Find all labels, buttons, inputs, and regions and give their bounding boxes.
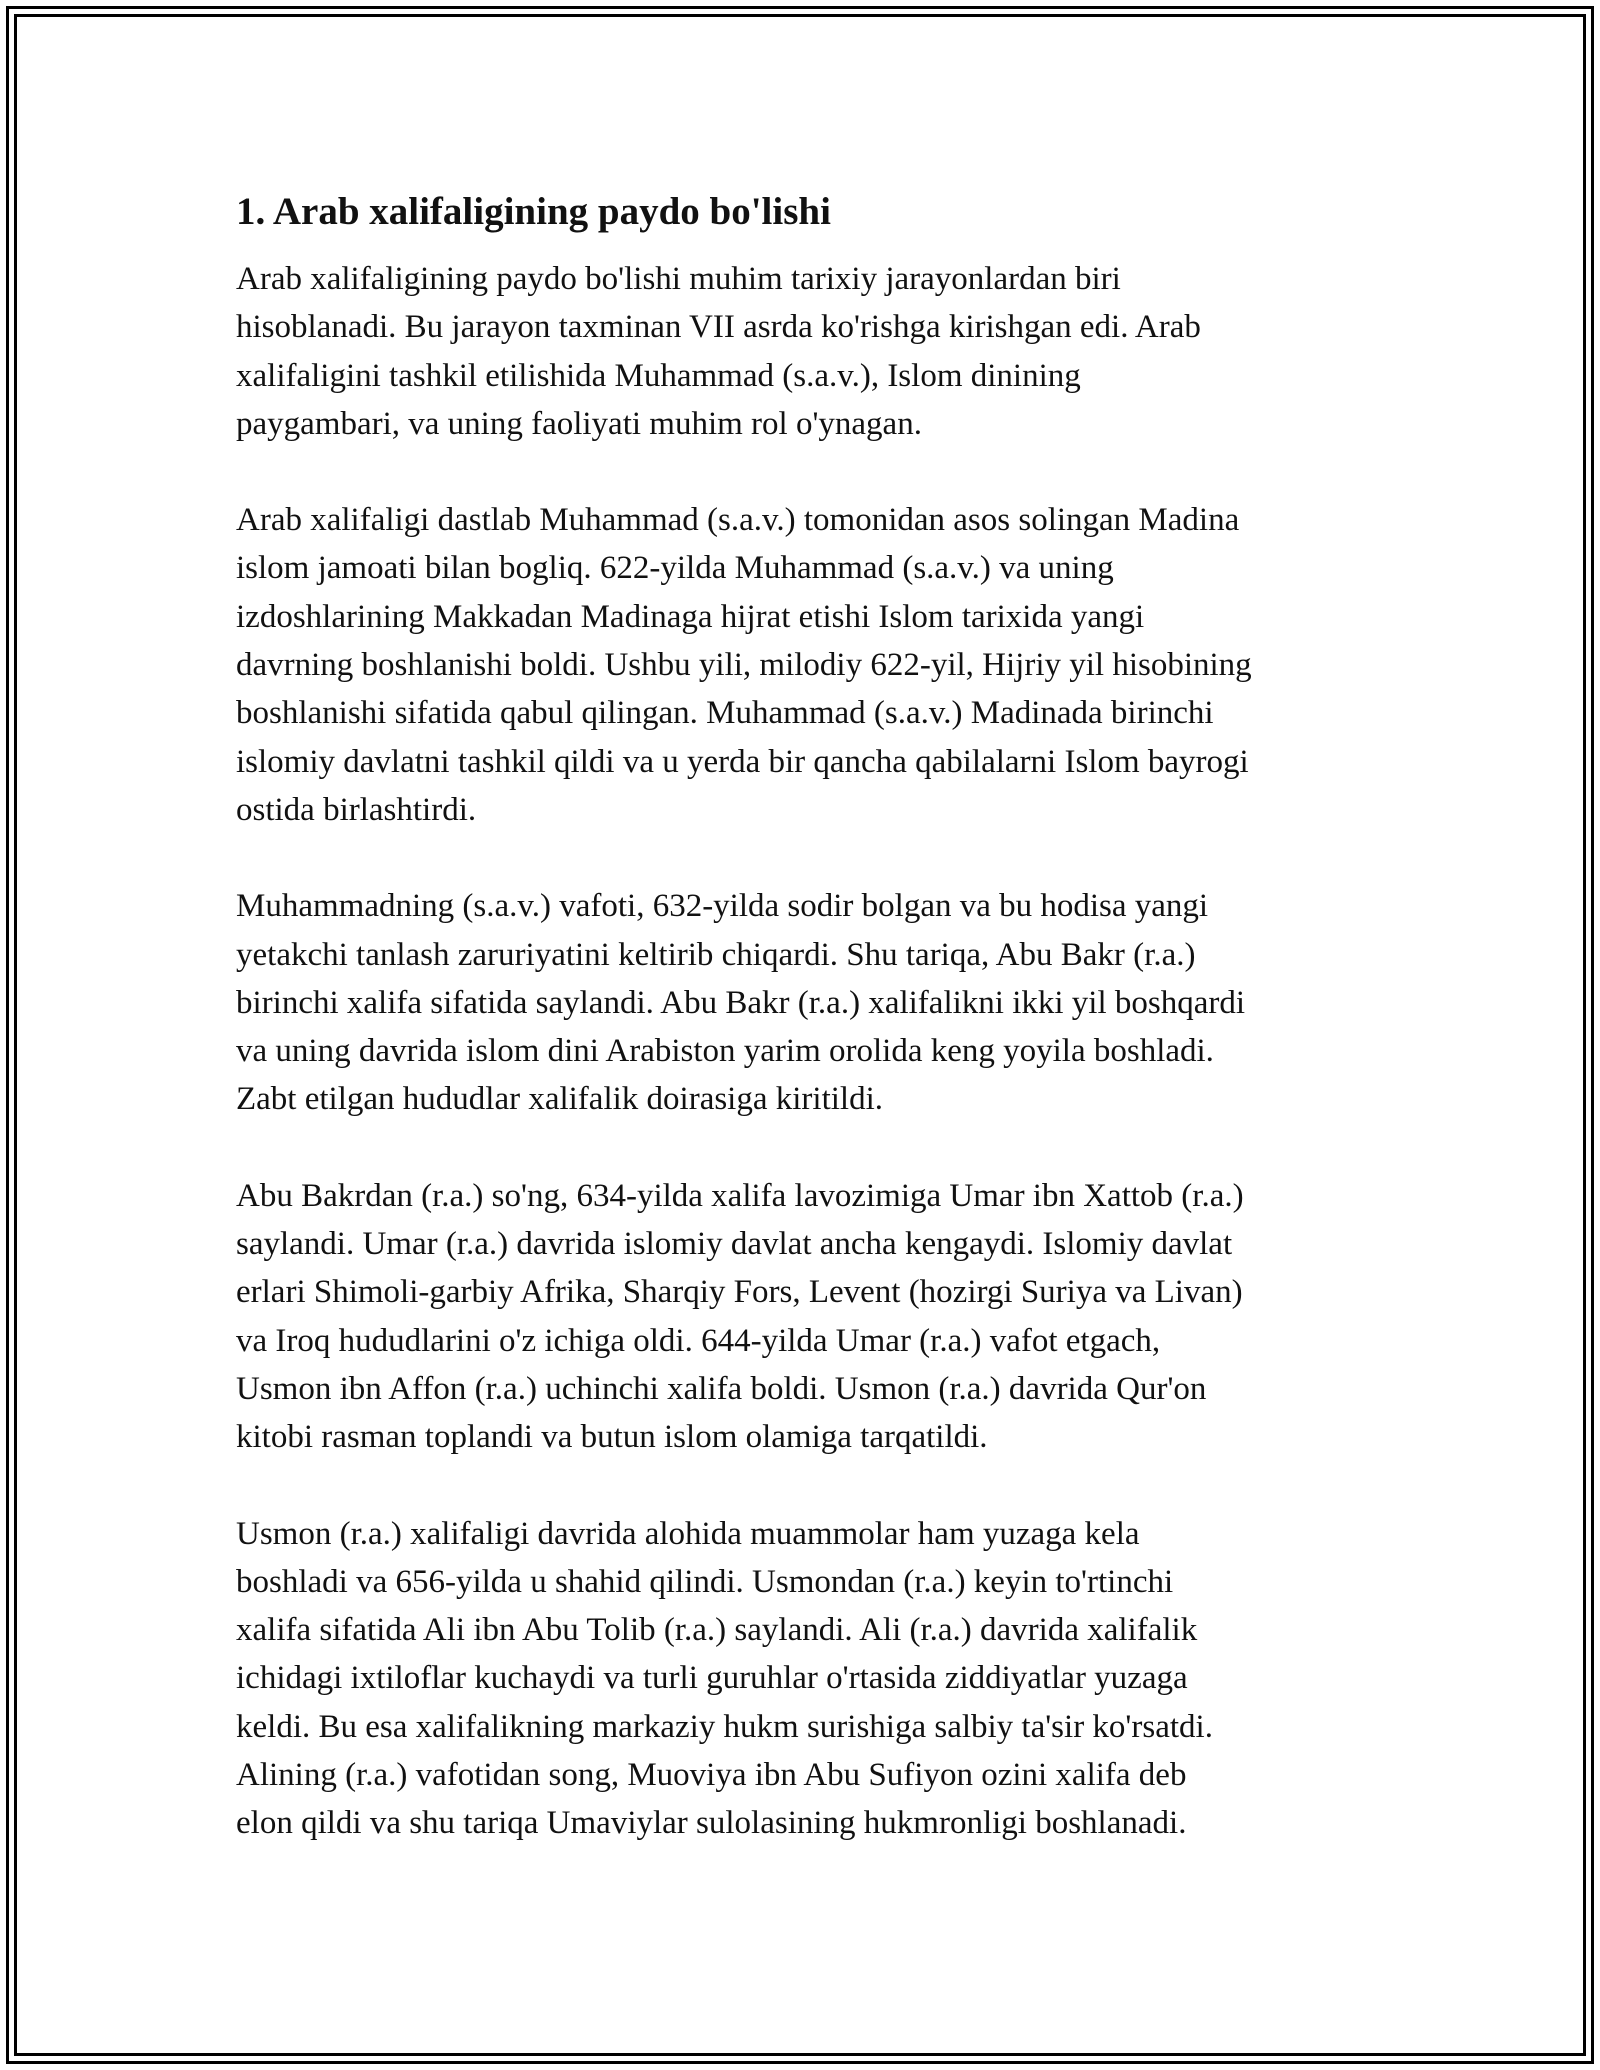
text-line: Zabt etilgan hududlar xalifalik doirasiga kiritildi.	[236, 1081, 883, 1118]
paragraph-5	[236, 1510, 1376, 1848]
text-line: keldi. Bu esa xalifalikning markaziy hukm surishiga salbiy ta'sir ko'rsatdi.	[236, 1708, 1213, 1745]
paragraph-2	[236, 496, 1376, 834]
text-line: elon qildi va shu tariqa Umaviylar sulolasining hukmronligi boshlanadi.	[236, 1805, 1187, 1842]
text-line: islomiy davlatni tashkil qildi va u yerda bir qancha qabilalarni Islom bayrogi	[236, 743, 1249, 780]
paragraph-1	[236, 255, 1376, 448]
text-line: birinchi xalifa sifatida saylandi. Abu Bakr (r.a.) xalifalikni ikki yil boshqardi	[236, 984, 1246, 1021]
paragraph-3	[236, 882, 1376, 1123]
text-line: ostida birlashtirdi.	[236, 791, 477, 828]
text-line: xalifa sifatida Ali ibn Abu Tolib (r.a.) saylandi. Ali (r.a.) davrida xalifalik	[236, 1612, 1198, 1649]
text-line: Arab xalifaligining paydo bo'lishi muhim tarixiy jarayonlardan biri	[236, 261, 1121, 297]
text-line: izdoshlarining Makkadan Madinaga hijrat etishi Islom tarixida yangi	[236, 598, 1145, 635]
text-line: ichidagi ixtiloflar kuchaydi va turli guruhlar o'rtasida ziddiyatlar yuzaga	[236, 1660, 1188, 1697]
text-line: Abu Bakrdan (r.a.) so'ng, 634-yilda xalifa lavozimiga Umar ibn Xattob (r.a.)	[236, 1177, 1244, 1214]
document-title: 1. Arab xalifaligining paydo bo'lishi	[236, 190, 831, 233]
text-line: boshladi va 656-yilda u shahid qilindi. Usmondan (r.a.) keyin to'rtinchi	[236, 1563, 1174, 1600]
paragraph-4	[236, 1172, 1376, 1462]
text-line: va uning davrida islom dini Arabiston yarim orolida keng yoyila boshladi.	[236, 1033, 1214, 1070]
text-line: hisoblanadi. Bu jarayon taxminan VII asrda ko'rishga kirishgan edi. Arab	[236, 309, 1201, 346]
text-line: Usmon ibn Affon (r.a.) uchinchi xalifa boldi. Usmon (r.a.) davrida Qur'on	[236, 1370, 1207, 1407]
text-line: Usmon (r.a.) xalifaligi davrida alohida muammolar ham yuzaga kela	[236, 1515, 1140, 1552]
text-line: kitobi rasman toplandi va butun islom olamiga tarqatildi.	[236, 1419, 988, 1456]
text-line: xalifaligini tashkil etilishida Muhammad (s.a.v.), Islom dinining	[236, 357, 1081, 394]
text-line: yetakchi tanlash zaruriyatini keltirib chiqardi. Shu tariqa, Abu Bakr (r.a.)	[236, 936, 1196, 973]
text-line: Alining (r.a.) vafotidan song, Muoviya ibn Abu Sufiyon ozini xalifa deb	[236, 1757, 1187, 1794]
text-line: Arab xalifaligi dastlab Muhammad (s.a.v.) tomonidan asos solingan Madina	[236, 502, 1240, 539]
text-line: davrning boshlanishi boldi. Ushbu yili, milodiy 622-yil, Hijriy yil hisobining	[236, 647, 1252, 684]
text-line: saylandi. Umar (r.a.) davrida islomiy davlat ancha kengaydi. Islomiy davlat	[236, 1226, 1233, 1263]
text-line: Muhammadning (s.a.v.) vafoti, 632-yilda sodir bolgan va bu hodisa yangi	[236, 888, 1209, 925]
text-line: va Iroq hududlarini o'z ichiga oldi. 644-yilda Umar (r.a.) vafot etgach,	[236, 1322, 1161, 1359]
document-body	[236, 185, 1376, 1896]
text-line: boshlanishi sifatida qabul qilingan. Muhammad (s.a.v.) Madinada birinchi	[236, 695, 1214, 732]
text-line: erlari Shimoli-garbiy Afrika, Sharqiy Fors, Levent (hozirgi Suriya va Livan)	[236, 1274, 1243, 1311]
text-line: paygambari, va uning faoliyati muhim rol o'ynagan.	[236, 405, 922, 442]
text-line: islom jamoati bilan bogliq. 622-yilda Muhammad (s.a.v.) va uning	[236, 550, 1114, 587]
